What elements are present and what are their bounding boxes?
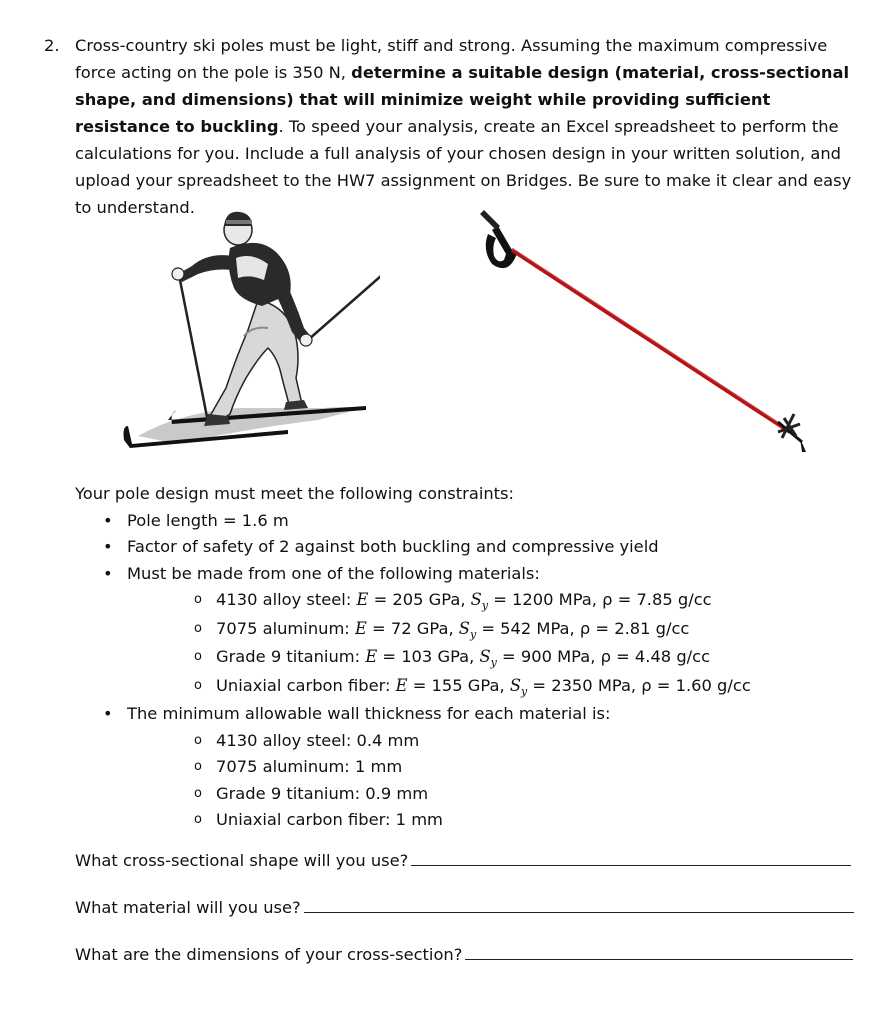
- material-item: o Grade 9 titanium: E = 103 GPa, $S_y = 900$ MPa, ρ = 4.48 g/cc: [194, 647, 711, 669]
- wall-item: o 7075 aluminum: 1 mm: [194, 757, 403, 776]
- left-pole: [180, 280, 208, 422]
- list-item: • Pole length = 1.6 m: [103, 510, 289, 530]
- material-item: o 4130 alloy steel: E = 205 GPa, $S_y = 1200$ MPa, ρ = 7.85 g/cc: [194, 590, 712, 612]
- constraints-list: [75, 508, 855, 834]
- skier-hand-right: [300, 334, 312, 346]
- question-dimensions-label: What are the dimensions of your cross-section?: [75, 945, 463, 964]
- list-item: • Factor of safety of 2 against both buckling and compressive yield: [103, 537, 659, 556]
- wall-item: o Uniaxial carbon fiber: 1 mm: [194, 810, 443, 829]
- right-pole: [308, 268, 380, 340]
- skier-arm-left: [178, 255, 234, 282]
- material-item: o Uniaxial carbon fiber: E = 155 GPa, $S_y = 2350$ MPa, ρ = 1.60 g/cc: [194, 675, 751, 698]
- problem-text-bold: determine a suitable design (material, cross-sectional shape, and dimensions) that will minimize weight while providing sufficient resistance to buckling: [75, 63, 850, 136]
- constraints-intro: Your pole design must meet the following constraints:: [75, 484, 515, 503]
- ski-pole-illustration: [478, 206, 808, 460]
- material-item: o 7075 aluminum: E = 72 GPa, $S_y = 542$ MPa, ρ = 2.81 g/cc: [194, 618, 690, 641]
- problem-text: [75, 32, 859, 221]
- wall-item: o Grade 9 titanium: 0.9 mm: [194, 783, 429, 803]
- question-material-label: What material will you use?: [75, 898, 301, 917]
- problem-statement: [44, 32, 859, 221]
- problem-number: 2.: [44, 36, 60, 55]
- question-dimensions: [75, 945, 853, 964]
- problem-text-part2: . To speed your analysis, create an Excel spreadsheet to perform the calculations for you. Include a full analysis of your chosen design in your written solution, and upload your spreadsheet to the HW7 assignment on Bridges. Be sure to make it clear and easy to understand.: [75, 117, 852, 217]
- problem-text-part1: Cross-country ski poles must be light, stiff and strong. Assuming the maximum compressive force acting on the pole is 350 N,: [75, 36, 828, 82]
- constraints-section: [75, 481, 855, 834]
- list-item: • The minimum allowable wall thickness for each material is: o 4130 alloy steel: 0.4 mm o 7075 aluminum: 1 mm o Grade 9 titanium: 0.9 mm o Uniaxial carbon fiber: 1 mm: [75, 701, 855, 834]
- skier-hand-left: [172, 268, 184, 280]
- question-material: [75, 898, 854, 917]
- question-shape: [75, 851, 851, 870]
- answer-line-dimensions[interactable]: [465, 945, 853, 960]
- question-shape-label: What cross-sectional shape will you use?: [75, 851, 409, 870]
- wall-item: o 4130 alloy steel: 0.4 mm: [194, 730, 420, 750]
- materials-list: [127, 587, 855, 701]
- list-item: • Must be made from one of the following materials: o 4130 alloy steel: E = 205 GPa, $S_y = 1200$ MPa, ρ = 7.85 g/cc o 7075 aluminum: E = 72 GPa, $S_y = 542$ MPa, ρ = 2.81 g/cc o Grade 9 titanium: E = 103 GPa, $S_y = 900$ MPa, ρ = 4.48 g/cc o Uniaxial carbon fiber: E = 155 GPa, $S_y = 2350$ MPa, ρ = 1.60 g/cc: [75, 561, 855, 702]
- skier-illustration: [118, 208, 380, 452]
- pole-basket: [778, 414, 806, 452]
- pole-shaft: [512, 250, 790, 432]
- answer-line-shape[interactable]: [411, 851, 851, 866]
- wall-thickness-list: [127, 728, 855, 834]
- answer-line-material[interactable]: [304, 898, 854, 913]
